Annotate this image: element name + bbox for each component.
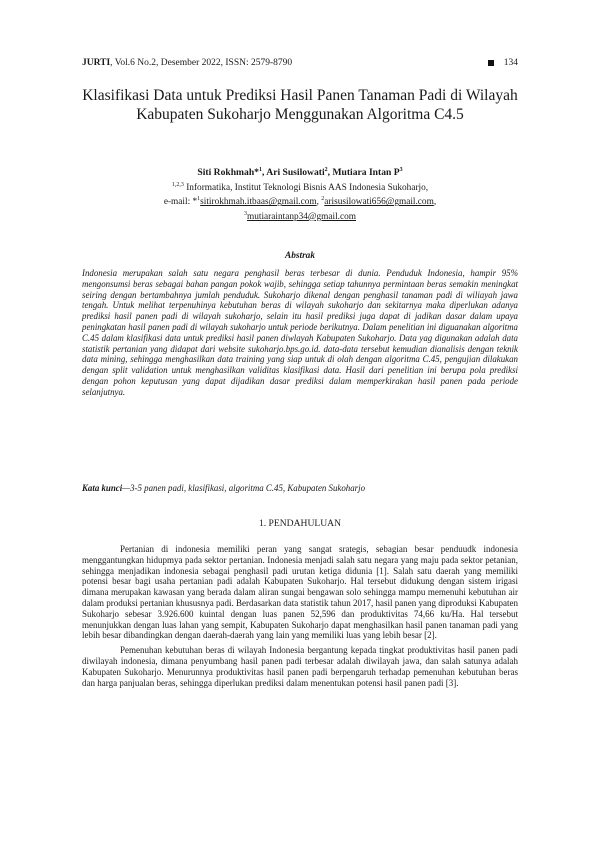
author-name: Mutiara Intan P: [332, 167, 400, 179]
affiliation-text: Informatika, Institut Teknologi Bisnis AAS Indonesia Sukoharjo,: [183, 182, 429, 193]
section-body: [82, 544, 518, 692]
author-sup: 1: [258, 167, 262, 173]
author-name: Ari Susilowati: [266, 167, 325, 179]
keywords-label: Kata kunci: [82, 483, 123, 493]
keywords-text: —3-5 panen padi, klasifikasi, algoritma C.45, Kabupaten Sukoharjo: [122, 483, 366, 493]
square-bullet-icon: [488, 60, 494, 66]
email-sup: 2: [321, 196, 325, 203]
keywords: [82, 483, 518, 493]
abstract-heading: Abstrak: [285, 251, 315, 261]
email-address-1[interactable]: sitirokhmah.itbaas@gmail.com: [200, 197, 317, 208]
email-label: e-mail: *: [163, 197, 198, 208]
body-paragraph: Pemenuhan kebutuhan beras di wilayah Indonesia bergantung kepada tingkat produktivitas hasil panen padi diwilayah indonesia, dimana penyumbang hasil panen padi terbesar adalah diwilayah jawa, dan salah satunya adalah Kabupaten Sukoharjo. Menurunnya produktivitas hasil panen padi berpengaruh terhadap pemenuhan kebutuhan beras dan harga panjualan beras, sehingga diperlukan prediksi dalam menentukan potensi hasil panen padi [3].: [82, 645, 518, 688]
author-block: [82, 165, 518, 223]
page-number-group: [488, 58, 518, 68]
email-line: e-mail: *$^1$sitirokhmah.itbaas@gmail.com, $^2$arisusilowati656@gmail.com,: [163, 196, 437, 208]
email-sup: 3: [244, 210, 247, 217]
author-sup: 3: [399, 167, 403, 173]
journal-citation: [82, 58, 292, 68]
section-heading: 1. PENDAHULUAN: [258, 518, 342, 529]
abstract-text: Indonesia merupakan salah satu negara penghasil beras terbesar di dunia. Penduduk Indonesia, hampir 95% mengonsumsi beras sebagai bahan pangan pokok wajib, sehingga setiap tahunnya permintaan beras semakin meningkat seiring dengan bertambahnya jumlah penduduk. Sukoharjo dikenal dengan penghasil tanaman padi di wiliayah jawa tengah. Untuk melihat terpenuhinya kebutuhan beras di wilayah sukoharjo dan sekitarnya maka diperlukan adanya prediksi hasil panen padi di wilayah sukoharjo, selain itu hasil prediksi juga dapat di jadikan dasar dalam upaya peningkatan hasil panen padi di wilayah sukoharjo untuk periode berikutnya. Dalam penelitian ini diguanakan algoritma C.45 dalam klasifikasi data untuk prediksi hasil panen diwlayah Kabupaten Sukoharjo. Data yag digunakan adalah data statistik pertanian yang didapat dari website sukoharjo.bps.go.id. data-data tersebut kemudian dianalisis dengan teknik data mining, sehingga menghasilkan data training yang siap untuk di olah dengan algoritma C.45, pengujian dilakukan dengan split validation untuk menghasilkan validitas klasifikasi data. Hasil dari penelitian ini berupa pola prediksi dengan pohon keputusan yang dapat dijadikan dasar prediksi dalam memperkirakan hasil panen pada periode selanjutnya.: [82, 268, 518, 397]
journal-volume: , Vol.6 No.2, Desember 2022, ISSN: 2579-8790: [110, 58, 293, 68]
affiliation-sup: 1,2,3: [171, 181, 184, 188]
paper-title: Klasifikasi Data untuk Prediksi Hasil Panen Tanaman Padi di Wilayah Kabupaten Sukoharjo Menggunakan Algoritma C4.5: [82, 87, 518, 123]
author-name: Siti Rokhmah*: [197, 167, 259, 179]
author-names: Siti Rokhmah*$^1$, Ari Susilowati$^2$, Mutiara Intan $P^3$: [197, 167, 403, 179]
journal-name: JURTI: [82, 58, 111, 68]
email-address-3[interactable]: mutiaraintanp34@gmail.com: [247, 211, 356, 222]
email-address-2[interactable]: arisusilowati656@gmail.com: [324, 197, 434, 208]
email-sup: 1: [197, 196, 201, 203]
body-paragraph: Pertanian di indonesia memiliki peran yang sangat srategis, sebagian besar penduudk indonesia menggantungkan hidupmya pada sektor pertanian. Indonesia menjadi salah satu negara yang maju pada sektor petanian, sehingga menjadikan indonesia sebagai penghasil padi urutan ketiga didunia [1]. Salah satu daerah yang memiliki potensi besar bagi usaha pertanian padi adalah Kabupaten Sukoharjo. Hal tersebut didukung dengan sistem irigasi dimana merupakan kawasan yang berada dalam aliran sungai bengawan solo sehingga mampu memenuhi kebutuhan air dalam produksi pertanian khususnya padi. Berdasarkan data statistik tahun 2017, hasil panen yang diproduksi Kabupaten Sukoharjo sebesar 3.926.600 kuintal dengan luas panen 52,596 dan produktivitas 74,66 ku/Ha. Hal tersebut menunjukkan dengan luas lahan yang sempit, Kabupaten Sukoharjo dapat menghasilkan hasil panen tanaman padi yang lebih besar dibandingkan dengan daerah-daerah yang lain yang memiliki luas yang lebih besar [2].: [82, 544, 518, 641]
running-header: [82, 58, 518, 68]
author-sup: 2: [324, 167, 328, 173]
page-number: 134: [503, 58, 518, 68]
email-line-2: [82, 209, 518, 224]
affiliation: [82, 180, 518, 195]
